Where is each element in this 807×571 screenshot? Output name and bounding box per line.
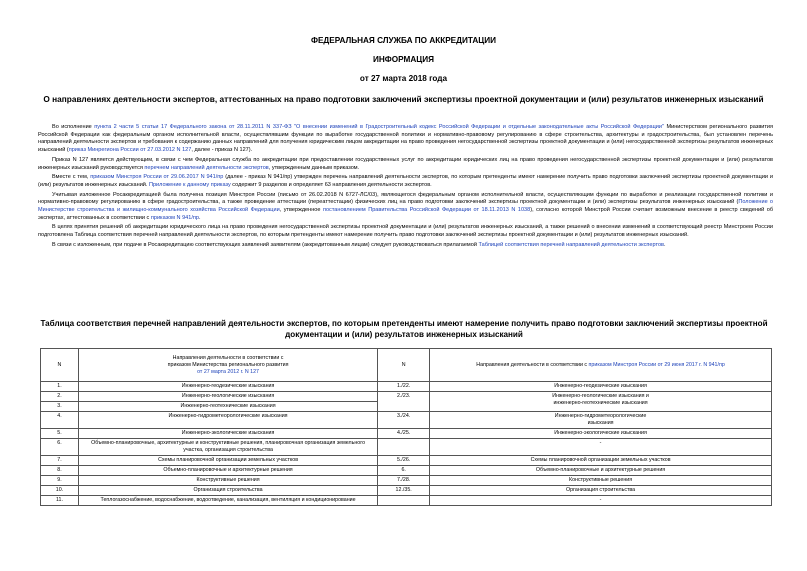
paragraph-5: В целях принятия решений об аккредитации юридического лица на право проведения негосударственной экспертизы проектной документации и (или) результатов инженерных изысканий, а также решений о внесении изменений в соответствующий реестр Минстроем России подготовлена Таблица соответствия перечней направлений деятельности экспертов, по которым претенденты имеют намерение получить право подготовки заключений экспертизы проектной документации и (или) результатов инженерных изысканий. [38,224,773,239]
table-row: 5. Инженерно-экологические изыскания 4./25. Инженерно-экологические изыскания [41,429,772,439]
link-correspondence-table[interactable]: Таблицей соответствия перечней направлений деятельности экспертов [478,241,664,248]
doc-type: ИНФОРМАЦИЯ [373,55,434,64]
table-row: 7. Схемы планировочной организации земельных участков 5./26. Схемы планировочной организации земельных участков [41,456,772,466]
paragraph-1: Во исполнение пункта 2 части 5 статьи 17 Федерального закона от 28.11.2011 N 337-ФЗ "О внесении изменений в Градостроительный кодекс Российской Федерации и отдельные законодательные акты Российской Федерации" Министерством регионального развития Российской Федерации как федеральным органом исполнительной власти, осуществлявшим функции по выработке государственной политики и нормативно-правовому регулированию в сфере строительства, архитектуры и градостроительства, был установлен перечень направлений деятельности экспертов и требования к содержанию данных направлений для получения юридическим лицом аккредитации на право проведения негосударственной экспертизы проектной документации и (или) негосударственной экспертизы результатов инженерных изысканий (приказ Минрегиона России от 27.03.2012 N 127, далее - приказ N 127). [38,124,774,154]
link-order-appendix[interactable]: Приложение к данному приказу [148,181,231,188]
table-row: 2. Инженерно-геологические изыскания 2./23. Инженерно-геологические изыскания и инженерно-геотехнические изыскания [41,392,772,402]
doc-subject: О направлениях деятельности экспертов, аттестованных на право подготовки заключений экспертизы проектной документации и (или) результатов инженерных изысканий [43,94,764,104]
paragraph-4: Учитывая изложенное Росаккредитацией была получена позиция Минстроя России (письмо от 26.02.2018 N 6727-ЛС/03), являющегося федеральным органом исполнительной власти, осуществляющим функции по выработке и реализации государственной политики и нормативно-правовому регулированию в сфере градостроительства, а также проведение аттестации (переаттестации) физических лиц на право подготовки заключений экспертизы проектной документации и (или) экспертизы результатов инженерных изысканий (Положение о Министерстве строительства и жилищно-коммунального хозяйства Российской Федерации, утвержденное постановлением Правительства Российской Федерации от 18.11.2013 N 1038), согласно которой Минстрой России считает возможным внесение в реестр сведений об экспертах, аттестованных в соответствии с приказом N 941/пр. [38,191,774,221]
table-row: 3. Инженерно-геотехнические изыскания [41,402,772,412]
agency-title: ФЕДЕРАЛЬНАЯ СЛУЖБА ПО АККРЕДИТАЦИИ [310,36,497,45]
link-ministry-regulation[interactable]: Положение о Министерстве строительства и жилищно-коммунального хозяйства Российской Федерации [38,199,773,214]
table-row: 10. Организация строительства 12./35. Организация строительства [41,486,772,496]
table-header-row [41,349,772,382]
doc-date: от 27 марта 2018 года [359,74,448,83]
link-order-941-short[interactable]: приказом N 941/пр [150,214,199,221]
paragraph-6: В связи с изложенным, при подаче в Росаккредитацию соответствующих заявлений заявителям (аккредитованным лицам) следует руководствоваться прилагаемой Таблицей соответствия перечней направлений деятельности экспертов. [52,241,666,248]
document-body [38,124,773,252]
table-row: 1. Инженерно-геодезические изыскания 1./22. Инженерно-геодезические изыскания [41,382,772,392]
link-federal-law-337[interactable]: пункта 2 части 5 статьи 17 Федерального закона от 28.11.2011 N 337-ФЗ "О внесении изменений в Градостроительный кодекс Российской Федерации и отдельные законодательные акты Российской Федерации" [94,124,664,130]
paragraph-2: Приказ N 127 является действующим, в связи с чем Федеральная служба по аккредитации при предоставлении государственных услуг по аккредитации юридических лиц на право проведения негосударственной экспертизы проектной документации и (или) результатов инженерных изысканий руководствуется перечнем направлений деятельности экспертов, утвержденным данным приказом. [38,156,773,171]
link-order-941[interactable]: приказом Минстроя России от 29.06.2017 N 941/пр [90,174,224,181]
col-header-n2: N [378,349,430,382]
paragraph-3: Вместе с тем, приказом Минстроя России от 29.06.2017 N 941/пр (далее - приказ N 941/пр) утвержден перечень направлений деятельности экспертов, по которым претенденты имеют намерение получить право подготовки заключений экспертизы проектной документации и (или) результатов инженерных изысканий. Приложение к данному приказу содержит 9 разделов и определяет 63 направления деятельности экспертов. [38,174,773,188]
table-title: Таблица соответствия перечней направлений деятельности экспертов, по которым претенденты имеют намерение получить право подготовки заключений экспертизы проектной документации и (или) результатов инженерных изысканий [40,319,768,339]
link-order-127[interactable]: приказ Минрегиона России от 27.03.2012 N 127 [68,147,192,154]
col-header-n1: N [41,349,79,382]
correspondence-table [40,348,772,506]
table-row: 6. Объемно-планировочные, архитектурные и конструктивные решения, планировочная организация земельного участка, организация строительства - [41,439,772,456]
link-government-resolution-1038[interactable]: постановлением Правительства Российской Федерации от 18.11.2013 N 1038 [322,207,531,214]
table-row: 8. Объемно-планировочные и архитектурные решения 6. Объемно-планировочные и архитектурные решения [41,466,772,476]
link-expert-directions-list[interactable]: перечнем направлений деятельности экспертов [144,164,269,171]
table-row: 9. Конструктивные решения 7./28. Конструктивные решения [41,476,772,486]
link-header-order-941[interactable]: приказом Минстроя России от 29 июня 2017 г. N 941/пр [588,361,725,368]
col-header-directions-127: Направления деятельности в соответствии с приказом Министерства регионального развития от 27 марта 2012 г. N 127 [78,349,377,382]
link-header-order-127[interactable]: от 27 марта 2012 г. N 127 [197,368,260,375]
table-row: 4. Инженерно-гидрометеорологические изыскания 3./24. Инженерно-гидрометеорологические изыскания [41,412,772,429]
table-row: 11. Теплогазоснабжение, водоснабжение, водоотведение, канализация, вентиляция и кондиционирование - [41,496,772,506]
col-header-directions-941: Направления деятельности в соответствии с приказом Минстроя России от 29 июня 2017 г. N 941/пр [430,349,772,382]
